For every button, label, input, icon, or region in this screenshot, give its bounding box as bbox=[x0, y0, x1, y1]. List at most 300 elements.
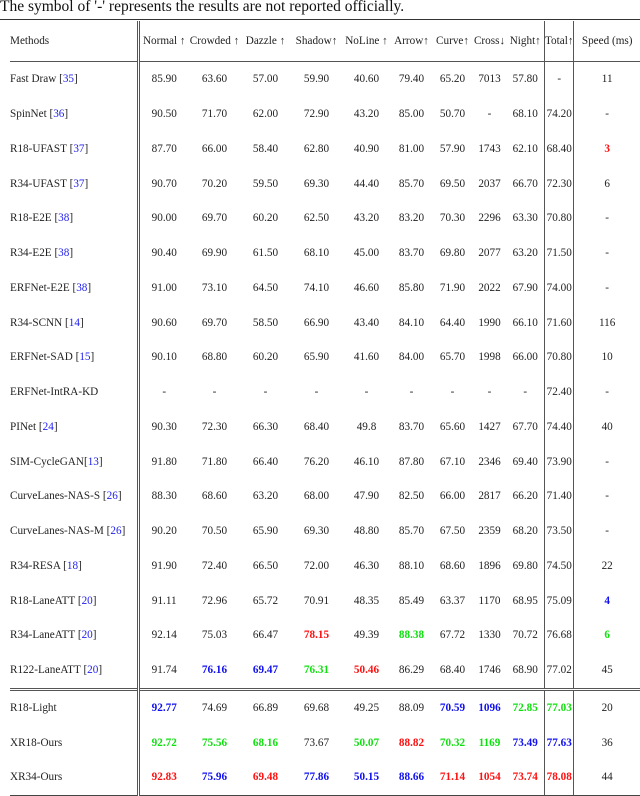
cell-shadow: 69.30 bbox=[303, 525, 330, 538]
citation-link[interactable]: 37 bbox=[73, 177, 85, 190]
column-header: Night↑ bbox=[507, 21, 545, 62]
cell-total: 72.30 bbox=[545, 166, 574, 201]
cell-arrow: 81.00 bbox=[398, 142, 425, 155]
cell-curve: 71.14 bbox=[433, 760, 473, 795]
cell-crowded: 72.96 bbox=[201, 594, 228, 607]
cell-crowded: 76.16 bbox=[201, 664, 228, 677]
cell-cross: 1330 bbox=[478, 629, 501, 642]
cell-curve: - bbox=[450, 386, 455, 399]
table-row bbox=[10, 583, 640, 618]
cell-total: 72.40 bbox=[545, 375, 574, 410]
cell-noline: 44.40 bbox=[353, 177, 380, 190]
cell-cross: 1170 bbox=[478, 594, 501, 607]
cell-arrow: 85.00 bbox=[398, 108, 425, 121]
cell-dazzle: 61.50 bbox=[252, 247, 279, 260]
method-label: XR34-Ours bbox=[10, 771, 63, 784]
cell-normal: - bbox=[139, 375, 189, 410]
cell-shadow: 73.67 bbox=[303, 736, 330, 749]
cell-curve: 70.32 bbox=[439, 736, 466, 749]
cell-crowded: - bbox=[212, 386, 217, 399]
method-label: R18-LaneATT bbox=[10, 594, 78, 607]
cell-normal: 91.74 bbox=[139, 653, 189, 689]
cell-speed-ms: 22 bbox=[574, 549, 640, 584]
cell-normal: 92.77 bbox=[139, 689, 189, 725]
citation-link[interactable]: 26 bbox=[110, 525, 122, 538]
cell-dazzle: 69.48 bbox=[241, 760, 291, 795]
cell-speed-ms: 6 bbox=[574, 618, 640, 653]
cell-normal: 91.00 bbox=[139, 271, 189, 306]
cell-noline: 50.07 bbox=[353, 736, 380, 749]
cell-cross: 1990 bbox=[478, 316, 501, 329]
cell-speed-ms: 4 bbox=[574, 583, 640, 618]
cell-night: 63.20 bbox=[512, 247, 538, 260]
method-name: R34-RESA [18] bbox=[10, 559, 82, 572]
cell-night: 69.40 bbox=[512, 455, 538, 468]
cell-normal: 92.72 bbox=[139, 725, 189, 760]
cell-arrow: 84.00 bbox=[398, 351, 425, 364]
cell-crowded: 69.70 bbox=[201, 316, 228, 329]
cell-normal: 90.70 bbox=[139, 166, 189, 201]
cell-normal: 91.80 bbox=[139, 444, 189, 479]
cell-curve: 67.72 bbox=[439, 629, 466, 642]
cell-total: 71.50 bbox=[545, 236, 574, 271]
table-row bbox=[10, 479, 640, 514]
cell-crowded: 66.00 bbox=[201, 142, 228, 155]
method-name: R18-LaneATT [20] bbox=[10, 594, 97, 607]
method-label: R122-LaneATT bbox=[10, 664, 84, 677]
cell-arrow: 83.70 bbox=[398, 420, 425, 433]
cell-shadow: 69.30 bbox=[303, 177, 330, 190]
cell-normal: 92.83 bbox=[139, 760, 189, 795]
cell-total: 74.20 bbox=[545, 97, 574, 132]
cell-normal: 90.30 bbox=[139, 410, 189, 445]
method-label: R34-SCNN bbox=[10, 316, 66, 329]
cell-arrow: 88.10 bbox=[398, 559, 425, 572]
citation-link[interactable]: 15 bbox=[79, 351, 91, 364]
cell-speed-ms: - bbox=[574, 97, 640, 132]
method-name bbox=[10, 689, 139, 725]
cell-crowded: 63.60 bbox=[201, 73, 228, 86]
cell-noline: 41.60 bbox=[353, 351, 380, 364]
cell-total: 73.50 bbox=[545, 514, 574, 549]
cell-cross: 1096 bbox=[473, 689, 507, 725]
cell-dazzle: 63.20 bbox=[252, 490, 279, 503]
cell-arrow: 88.09 bbox=[391, 689, 433, 725]
column-header: Normal ↑ bbox=[139, 21, 189, 62]
cell-cross: 2022 bbox=[478, 281, 501, 294]
column-header: Curve↑ bbox=[433, 21, 473, 62]
citation-link[interactable]: 20 bbox=[81, 594, 93, 607]
cell-night: 67.90 bbox=[512, 281, 538, 294]
cell-arrow: 82.50 bbox=[398, 490, 425, 503]
cell-cross: 2296 bbox=[478, 212, 501, 225]
cell-night: 63.30 bbox=[512, 212, 538, 225]
table-row bbox=[10, 271, 640, 306]
method-label: R18-E2E bbox=[10, 212, 55, 225]
cell-noline: 48.35 bbox=[353, 594, 380, 607]
cell-speed-ms: 36 bbox=[574, 725, 640, 760]
cell-curve: 68.40 bbox=[439, 664, 466, 677]
cell-total: 77.63 bbox=[545, 725, 574, 760]
cell-speed-ms: - bbox=[574, 236, 640, 271]
cell-shadow: 62.80 bbox=[303, 142, 330, 155]
cell-cross: 2346 bbox=[478, 455, 501, 468]
cell-shadow: 68.40 bbox=[303, 420, 330, 433]
cell-arrow: 85.70 bbox=[398, 525, 425, 538]
cell-speed-ms: 45 bbox=[574, 653, 640, 689]
method-name: SIM-CycleGAN[13] bbox=[10, 455, 103, 468]
method-name: PINet [24] bbox=[10, 420, 58, 433]
method-name: CurveLanes-NAS-M [26] bbox=[10, 525, 126, 538]
cell-curve: 65.60 bbox=[439, 420, 466, 433]
cell-crowded: 69.90 bbox=[201, 247, 228, 260]
cell-curve: 69.50 bbox=[439, 177, 466, 190]
table-row bbox=[10, 618, 640, 653]
cell-total: 73.90 bbox=[545, 444, 574, 479]
method-name: R18-UFAST [37] bbox=[10, 142, 89, 155]
cell-total: 77.02 bbox=[545, 653, 574, 689]
column-header: Speed (ms) bbox=[574, 21, 640, 62]
citation-link[interactable]: 14 bbox=[68, 316, 80, 329]
cell-cross: 1427 bbox=[478, 420, 501, 433]
cell-shadow: 76.31 bbox=[303, 664, 330, 677]
table-row bbox=[10, 549, 640, 584]
cell-shadow: 77.86 bbox=[291, 760, 343, 795]
cell-cross: 1746 bbox=[478, 664, 501, 677]
cell-curve: 67.10 bbox=[439, 455, 466, 468]
cell-speed-ms: - bbox=[574, 271, 640, 306]
cell-night: 66.70 bbox=[512, 177, 538, 190]
table-row bbox=[10, 97, 640, 132]
cell-crowded: 75.96 bbox=[189, 760, 241, 795]
cell-shadow: 59.90 bbox=[303, 73, 330, 86]
cell-night: 66.20 bbox=[512, 490, 538, 503]
citation-link[interactable]: 24 bbox=[42, 420, 54, 433]
cell-night: 68.90 bbox=[512, 664, 538, 677]
method-label: R34-LaneATT bbox=[10, 629, 78, 642]
cell-normal: 91.11 bbox=[139, 583, 189, 618]
cell-dazzle: 58.40 bbox=[252, 142, 279, 155]
cell-arrow: 85.49 bbox=[398, 594, 425, 607]
table-row bbox=[10, 760, 640, 795]
method-name: CurveLanes-NAS-S [26] bbox=[10, 490, 122, 503]
citation-link[interactable]: 38 bbox=[58, 212, 70, 225]
cell-dazzle: 60.20 bbox=[252, 351, 279, 364]
table-row bbox=[10, 725, 640, 760]
table-row bbox=[10, 305, 640, 340]
cell-total: 77.03 bbox=[545, 689, 574, 725]
cell-noline: 49.39 bbox=[353, 629, 380, 642]
top-rule bbox=[0, 19, 640, 20]
cell-cross: 7013 bbox=[478, 73, 501, 86]
cell-noline: 43.40 bbox=[353, 316, 380, 329]
cell-cross: 1169 bbox=[478, 736, 501, 749]
cell-curve: 70.30 bbox=[439, 212, 466, 225]
results-table bbox=[10, 21, 640, 796]
cell-night: 66.00 bbox=[512, 351, 538, 364]
cell-curve: 50.70 bbox=[439, 108, 466, 121]
method-label: ERFNet-E2E bbox=[10, 281, 73, 294]
cell-noline: 50.15 bbox=[343, 760, 391, 795]
cell-noline: - bbox=[364, 386, 369, 399]
table-row bbox=[10, 375, 640, 410]
cell-dazzle: 68.16 bbox=[252, 736, 279, 749]
cell-arrow: - bbox=[409, 386, 414, 399]
cell-speed-ms: - bbox=[574, 514, 640, 549]
cell-arrow: 79.40 bbox=[398, 73, 425, 86]
method-name: R34-SCNN [14] bbox=[10, 316, 84, 329]
cell-dazzle: 65.90 bbox=[252, 525, 279, 538]
citation-link[interactable]: 13 bbox=[87, 455, 99, 468]
cell-normal: 90.00 bbox=[139, 201, 189, 236]
cell-noline: 40.90 bbox=[353, 142, 380, 155]
citation-link[interactable]: 18 bbox=[66, 559, 79, 572]
cell-arrow: 86.29 bbox=[398, 664, 425, 677]
cell-total: 68.40 bbox=[545, 132, 574, 167]
cell-shadow: 69.68 bbox=[291, 689, 343, 725]
cell-curve: 69.80 bbox=[439, 247, 466, 260]
cell-arrow: 84.10 bbox=[398, 316, 425, 329]
cell-shadow: 65.90 bbox=[303, 351, 330, 364]
cell-noline: 43.20 bbox=[353, 108, 380, 121]
cell-speed-ms: 20 bbox=[574, 689, 640, 725]
cell-shadow: 76.20 bbox=[303, 455, 330, 468]
cell-cross: 2077 bbox=[478, 247, 501, 260]
table-row bbox=[10, 444, 640, 479]
cell-speed-ms: 10 bbox=[574, 340, 640, 375]
cell-speed-ms: - bbox=[574, 444, 640, 479]
citation-link[interactable]: 20 bbox=[81, 629, 93, 642]
cell-curve: 70.59 bbox=[433, 689, 473, 725]
column-header: Methods bbox=[10, 21, 139, 62]
cell-cross: 1743 bbox=[478, 142, 501, 155]
cell-dazzle: - bbox=[263, 386, 268, 399]
cell-speed-ms: 44 bbox=[574, 760, 640, 795]
table-row bbox=[10, 62, 640, 97]
cell-crowded: 69.70 bbox=[201, 212, 228, 225]
cell-total: - bbox=[545, 62, 574, 97]
method-name: R122-LaneATT [20] bbox=[10, 664, 103, 677]
cell-shadow: 66.90 bbox=[303, 316, 330, 329]
cell-shadow: 62.50 bbox=[303, 212, 330, 225]
column-header: Total↑ bbox=[545, 21, 574, 62]
cell-speed-ms: 40 bbox=[574, 410, 640, 445]
cell-dazzle: 69.47 bbox=[252, 664, 279, 677]
table-row bbox=[10, 653, 640, 689]
cell-cross: - bbox=[487, 386, 492, 399]
cell-noline: 40.60 bbox=[353, 73, 380, 86]
cell-arrow: 83.20 bbox=[398, 212, 425, 225]
cell-curve: 63.37 bbox=[439, 594, 466, 607]
cell-noline: 43.20 bbox=[353, 212, 380, 225]
method-label: R34-UFAST bbox=[10, 177, 70, 190]
cell-shadow: - bbox=[314, 386, 319, 399]
column-header: Crowded ↑ bbox=[189, 21, 241, 62]
cell-normal: 90.10 bbox=[139, 340, 189, 375]
cell-night: 66.10 bbox=[512, 316, 538, 329]
table-caption: The symbol of '-' represents the results are not reported officially. bbox=[0, 0, 405, 15]
cell-dazzle: 65.72 bbox=[252, 594, 279, 607]
cell-speed-ms: 3 bbox=[574, 132, 640, 167]
cell-shadow: 74.10 bbox=[303, 281, 330, 294]
cell-night: 73.49 bbox=[512, 736, 538, 749]
cell-total: 70.80 bbox=[545, 340, 574, 375]
cell-noline: 47.90 bbox=[353, 490, 380, 503]
cell-total: 71.60 bbox=[545, 305, 574, 340]
table-row bbox=[10, 410, 640, 445]
cell-crowded: 68.80 bbox=[201, 351, 228, 364]
column-header: Dazzle ↑ bbox=[241, 21, 291, 62]
citation-link[interactable]: 37 bbox=[73, 142, 85, 155]
cell-curve: 65.20 bbox=[439, 73, 466, 86]
cell-crowded: 72.30 bbox=[201, 420, 228, 433]
column-header: NoLine ↑ bbox=[343, 21, 391, 62]
method-label: R34-RESA bbox=[10, 559, 64, 572]
cell-crowded: 70.50 bbox=[201, 525, 228, 538]
cell-shadow: 70.91 bbox=[303, 594, 330, 607]
cell-curve: 65.70 bbox=[439, 351, 466, 364]
method-label: CurveLanes-NAS-M bbox=[10, 525, 107, 538]
citation-link[interactable]: 38 bbox=[58, 247, 70, 260]
cell-night: 68.20 bbox=[512, 525, 538, 538]
cell-noline: 46.60 bbox=[353, 281, 380, 294]
method-name: R34-UFAST [37] bbox=[10, 177, 89, 190]
cell-speed-ms: 116 bbox=[574, 305, 640, 340]
cell-normal: 90.20 bbox=[139, 514, 189, 549]
citation-link[interactable]: 26 bbox=[106, 490, 118, 503]
cell-curve: 66.00 bbox=[439, 490, 466, 503]
method-label: XR18-Ours bbox=[10, 736, 63, 749]
cell-shadow: 72.00 bbox=[303, 559, 330, 572]
cell-cross: - bbox=[487, 108, 492, 121]
column-header: Arrow↑ bbox=[391, 21, 433, 62]
cell-noline: 49.25 bbox=[343, 689, 391, 725]
table-row bbox=[10, 236, 640, 271]
cell-dazzle: 66.50 bbox=[252, 559, 279, 572]
cell-speed-ms: 6 bbox=[574, 166, 640, 201]
cell-dazzle: 66.47 bbox=[252, 629, 279, 642]
cell-normal: 90.60 bbox=[139, 305, 189, 340]
citation-link[interactable]: 20 bbox=[87, 664, 99, 677]
cell-total: 74.50 bbox=[545, 549, 574, 584]
cell-curve: 71.90 bbox=[439, 281, 466, 294]
cell-crowded: 75.03 bbox=[201, 629, 228, 642]
cell-shadow: 68.10 bbox=[303, 247, 330, 260]
cell-total: 76.68 bbox=[545, 618, 574, 653]
column-header: Shadow↑ bbox=[291, 21, 343, 62]
method-name: R34-LaneATT [20] bbox=[10, 629, 97, 642]
cell-night: 70.72 bbox=[512, 629, 538, 642]
cell-normal: 91.90 bbox=[139, 549, 189, 584]
method-name bbox=[10, 725, 139, 760]
table-row bbox=[10, 166, 640, 201]
cell-dazzle: 64.50 bbox=[252, 281, 279, 294]
cell-night: 72.85 bbox=[507, 689, 545, 725]
cell-night: 69.80 bbox=[512, 559, 538, 572]
cell-speed-ms: - bbox=[574, 479, 640, 514]
cell-total: 75.09 bbox=[545, 583, 574, 618]
cell-crowded: 71.80 bbox=[201, 455, 228, 468]
cell-noline: 45.00 bbox=[353, 247, 380, 260]
cell-dazzle: 60.20 bbox=[252, 212, 279, 225]
cell-normal: 90.50 bbox=[139, 97, 189, 132]
cell-total: 78.08 bbox=[545, 760, 574, 795]
cell-night: 67.70 bbox=[512, 420, 538, 433]
method-label: R34-E2E bbox=[10, 247, 55, 260]
cell-total: 71.40 bbox=[545, 479, 574, 514]
cell-speed-ms: - bbox=[574, 375, 640, 410]
cell-crowded: 71.70 bbox=[201, 108, 228, 121]
cell-shadow: 78.15 bbox=[303, 629, 330, 642]
cell-crowded: 70.20 bbox=[201, 177, 228, 190]
method-label: R18-UFAST bbox=[10, 142, 70, 155]
method-label: CurveLanes-NAS-S bbox=[10, 490, 103, 503]
method-name: ERFNet-SAD [15] bbox=[10, 351, 95, 364]
cell-normal: 90.40 bbox=[139, 236, 189, 271]
method-label: R18-Light bbox=[10, 701, 57, 714]
cell-dazzle: 59.50 bbox=[252, 177, 279, 190]
cell-crowded: 68.60 bbox=[201, 490, 228, 503]
cell-total: 74.40 bbox=[545, 410, 574, 445]
table-row bbox=[10, 340, 640, 375]
cell-cross: 2037 bbox=[478, 177, 501, 190]
cell-cross: 2359 bbox=[478, 525, 501, 538]
citation-link[interactable]: 38 bbox=[76, 281, 88, 294]
cell-night: 73.74 bbox=[507, 760, 545, 795]
cell-dazzle: 66.89 bbox=[241, 689, 291, 725]
table-row bbox=[10, 514, 640, 549]
method-label: ERFNet-SAD bbox=[10, 351, 76, 364]
cell-dazzle: 66.40 bbox=[252, 455, 279, 468]
cell-cross: 1896 bbox=[478, 559, 501, 572]
method-name bbox=[10, 760, 139, 795]
cell-normal: 85.90 bbox=[139, 62, 189, 97]
cell-crowded: 75.56 bbox=[201, 736, 228, 749]
cell-noline: 49.8 bbox=[356, 420, 377, 433]
cell-curve: 68.60 bbox=[439, 559, 466, 572]
cell-arrow: 87.80 bbox=[398, 455, 425, 468]
cell-total: 74.00 bbox=[545, 271, 574, 306]
cell-dazzle: 62.00 bbox=[252, 108, 279, 121]
cell-arrow: 85.80 bbox=[398, 281, 425, 294]
cell-crowded: 74.69 bbox=[189, 689, 241, 725]
cell-speed-ms: - bbox=[574, 201, 640, 236]
cell-cross: 1054 bbox=[473, 760, 507, 795]
table-row bbox=[10, 689, 640, 725]
cell-night: - bbox=[523, 386, 528, 399]
cell-arrow: 85.70 bbox=[398, 177, 425, 190]
citation-link[interactable]: 35 bbox=[62, 73, 75, 86]
method-name: Fast Draw [35] bbox=[10, 73, 78, 86]
cell-normal: 88.30 bbox=[139, 479, 189, 514]
table-row bbox=[10, 132, 640, 167]
citation-link[interactable]: 36 bbox=[53, 108, 65, 121]
cell-noline: 46.10 bbox=[353, 455, 380, 468]
column-header: Cross↓ bbox=[473, 21, 507, 62]
header-row bbox=[10, 21, 640, 62]
method-name: ERFNet-E2E [38] bbox=[10, 281, 92, 294]
cell-normal: 92.14 bbox=[139, 618, 189, 653]
cell-night: 68.10 bbox=[512, 108, 538, 121]
cell-noline: 46.30 bbox=[353, 559, 380, 572]
cell-noline: 48.80 bbox=[353, 525, 380, 538]
cell-cross: 1998 bbox=[478, 351, 501, 364]
method-label: Fast Draw bbox=[10, 73, 60, 86]
cell-shadow: 72.90 bbox=[303, 108, 330, 121]
cell-arrow: 88.82 bbox=[398, 736, 425, 749]
method-label: SIM-CycleGAN bbox=[10, 455, 84, 468]
table-row bbox=[10, 201, 640, 236]
